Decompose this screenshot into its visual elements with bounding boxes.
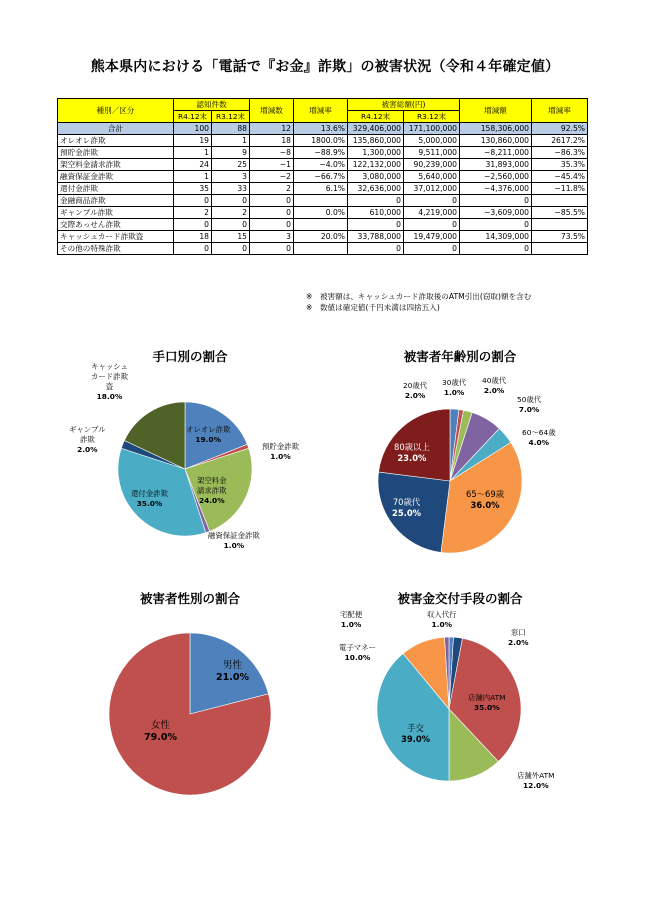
cell-amount-r4: 0: [348, 243, 404, 255]
cell-count-r4: 0: [174, 195, 212, 207]
table-row: [58, 207, 588, 219]
pie-label: 収入代行 1.0%: [427, 610, 457, 629]
page-title: 熊本県内における「電話で『お金』詐欺」の被害状況（令和４年確定値）: [90, 59, 560, 75]
pie-label: オレオレ詐欺 19.0%: [186, 425, 231, 444]
cell-count-r4: 0: [174, 243, 212, 255]
pie-chart-method: [117, 401, 253, 537]
pie-label: 手交 39.0%: [401, 723, 431, 744]
pie-chart-age: [377, 408, 523, 554]
cell-count-r4: 24: [174, 159, 212, 171]
cell-amount-rate: −85.5%: [532, 207, 588, 219]
cell-amount-r4: 122,132,000: [348, 159, 404, 171]
cell-count-rate: [294, 195, 348, 207]
cell-amount-r3: 0: [404, 195, 460, 207]
cell-count-r3: 9: [212, 147, 250, 159]
cell-count-rate: −66.7%: [294, 171, 348, 183]
cell-amount-diff: 14,309,000: [460, 231, 532, 243]
cell-count-rate: −88.9%: [294, 147, 348, 159]
cell-amount-r4: 1,300,000: [348, 147, 404, 159]
pie-label: 70歳代 25.0%: [392, 497, 422, 518]
cell-amount-r3: 19,479,000: [404, 231, 460, 243]
chart-title-payment: 被害金交付手段の割合: [397, 591, 523, 606]
cell-amount-r3: 37,012,000: [404, 183, 460, 195]
cell-count-diff: −2: [250, 171, 294, 183]
footnote: ※ 被害額は、キャッシュカード詐取後のATM引出(窃取)額を含む: [306, 292, 532, 301]
cell-count-diff: 0: [250, 207, 294, 219]
cell-amount-rate: −45.4%: [532, 171, 588, 183]
pie-label: 宅配便 1.0%: [340, 610, 363, 629]
cell-amount-r4: 610,000: [348, 207, 404, 219]
header-count-r3: R3.12末: [212, 111, 250, 123]
pie-label: 20歳代 2.0%: [403, 381, 428, 400]
table-row: [58, 243, 588, 255]
pie-label: 店舗内ATM 35.0%: [468, 693, 506, 712]
cell-count-rate: 1800.0%: [294, 135, 348, 147]
table-row: [58, 159, 588, 171]
cell-amount-diff: 130,860,000: [460, 135, 532, 147]
cell-amount-diff: 31,893,000: [460, 159, 532, 171]
cell-count-diff: 0: [250, 195, 294, 207]
cell-count-diff: −1: [250, 159, 294, 171]
cell-amount-diff: −8,211,000: [460, 147, 532, 159]
cell-amount-diff: −4,376,000: [460, 183, 532, 195]
pie-label: 窓口 2.0%: [508, 628, 529, 647]
cell-count-r3: 0: [212, 195, 250, 207]
table-row: [58, 195, 588, 207]
pie-label: 融資保証金詐欺 1.0%: [208, 531, 260, 550]
chart-title-gender: 被害者性別の割合: [139, 591, 240, 606]
cell-amount-rate: 92.5%: [532, 123, 588, 135]
pie-label: 男性 21.0%: [216, 660, 249, 683]
chart-title-age: 被害者年齢別の割合: [403, 349, 517, 364]
cell-amount-r3: 4,219,000: [404, 207, 460, 219]
cell-count-rate: 6.1%: [294, 183, 348, 195]
cell-count-rate: 0.0%: [294, 207, 348, 219]
cell-count-r4: 2: [174, 207, 212, 219]
cell-amount-rate: 2617.2%: [532, 135, 588, 147]
cell-count-r3: 33: [212, 183, 250, 195]
cell-amount-rate: −86.3%: [532, 147, 588, 159]
cell-count-rate: [294, 219, 348, 231]
cell-count-r3: 1: [212, 135, 250, 147]
cell-category: 交際あっせん詐欺: [58, 219, 174, 231]
cell-count-r3: 25: [212, 159, 250, 171]
cell-amount-diff: 158,306,000: [460, 123, 532, 135]
cell-count-diff: 0: [250, 243, 294, 255]
cell-category: 合計: [58, 123, 174, 135]
cell-amount-r3: 5,000,000: [404, 135, 460, 147]
cell-amount-r4: 329,406,000: [348, 123, 404, 135]
cell-count-rate: [294, 243, 348, 255]
pie-label: キャッシュ カード詐欺 盗 18.0%: [91, 362, 128, 401]
pie-label: 預貯金詐欺 1.0%: [262, 442, 299, 461]
cell-count-r4: 19: [174, 135, 212, 147]
table-row: [58, 171, 588, 183]
cell-category: 還付金詐欺: [58, 183, 174, 195]
cell-count-r3: 3: [212, 171, 250, 183]
cell-count-diff: 3: [250, 231, 294, 243]
table-row: [58, 135, 588, 147]
cell-category: 架空料金請求詐欺: [58, 159, 174, 171]
cell-count-r4: 100: [174, 123, 212, 135]
header-count: 認知件数: [174, 99, 250, 111]
cell-amount-r4: 135,860,000: [348, 135, 404, 147]
cell-amount-rate: [532, 219, 588, 231]
cell-count-r3: 15: [212, 231, 250, 243]
cell-amount-diff: 0: [460, 243, 532, 255]
cell-count-rate: −4.0%: [294, 159, 348, 171]
cell-amount-r3: 0: [404, 219, 460, 231]
pie-label: 50歳代 7.0%: [517, 395, 542, 414]
table-row: [58, 219, 588, 231]
cell-count-r4: 1: [174, 147, 212, 159]
table-row: [58, 231, 588, 243]
header-count-r4: R4.12末: [174, 111, 212, 123]
cell-count-rate: 20.0%: [294, 231, 348, 243]
pie-label: 女性 79.0%: [144, 720, 177, 743]
chart-title-method: 手口別の割合: [152, 349, 228, 364]
pie-label: 65～69歳 36.0%: [466, 489, 505, 510]
cell-count-r4: 0: [174, 219, 212, 231]
table-row: [58, 183, 588, 195]
header-category: 種別／区分: [58, 99, 174, 123]
cell-count-diff: 2: [250, 183, 294, 195]
cell-count-r3: 2: [212, 207, 250, 219]
pie-chart-gender: [108, 632, 272, 796]
fraud-stats-table: [57, 98, 588, 255]
pie-label: 還付金詐欺 35.0%: [131, 489, 168, 508]
cell-count-r4: 18: [174, 231, 212, 243]
pie-label: 60～64歳 4.0%: [522, 428, 556, 447]
header-amount-rate: 増減率: [532, 99, 588, 123]
cell-amount-diff: −2,560,000: [460, 171, 532, 183]
header-count-diff: 増減数: [250, 99, 294, 123]
cell-amount-diff: 0: [460, 195, 532, 207]
cell-amount-r3: 171,100,000: [404, 123, 460, 135]
pie-label: 店舗外ATM 12.0%: [517, 771, 555, 790]
cell-amount-r4: 33,788,000: [348, 231, 404, 243]
cell-amount-rate: 35.3%: [532, 159, 588, 171]
header-amount-r3: R3.12末: [404, 111, 460, 123]
cell-category: 金融商品詐欺: [58, 195, 174, 207]
cell-amount-r4: 0: [348, 195, 404, 207]
cell-amount-r4: 0: [348, 219, 404, 231]
cell-category: キャッシュカード詐欺盗: [58, 231, 174, 243]
pie-label: 電子マネー 10.0%: [339, 643, 376, 662]
cell-count-rate: 13.6%: [294, 123, 348, 135]
cell-count-diff: 0: [250, 219, 294, 231]
cell-count-diff: 18: [250, 135, 294, 147]
header-amount: 被害総額(円): [348, 99, 460, 111]
cell-count-r3: 0: [212, 219, 250, 231]
cell-amount-r3: 5,640,000: [404, 171, 460, 183]
footnote: ※ 数値は確定値(千円未満は四捨五入): [306, 303, 440, 312]
header-count-rate: 増減率: [294, 99, 348, 123]
cell-category: その他の特殊詐欺: [58, 243, 174, 255]
cell-amount-rate: [532, 243, 588, 255]
header-amount-r4: R4.12末: [348, 111, 404, 123]
cell-count-r3: 88: [212, 123, 250, 135]
pie-label: ギャンブル 詐欺 2.0%: [69, 425, 106, 454]
cell-amount-r3: 90,239,000: [404, 159, 460, 171]
cell-amount-diff: 0: [460, 219, 532, 231]
cell-category: オレオレ詐欺: [58, 135, 174, 147]
cell-amount-r4: 3,080,000: [348, 171, 404, 183]
cell-amount-r3: 0: [404, 243, 460, 255]
cell-count-diff: 12: [250, 123, 294, 135]
table-row: [58, 147, 588, 159]
pie-label: 80歳以上 23.0%: [394, 442, 430, 463]
cell-count-r4: 1: [174, 171, 212, 183]
cell-amount-rate: 73.5%: [532, 231, 588, 243]
cell-amount-r4: 32,636,000: [348, 183, 404, 195]
cell-category: 預貯金詐欺: [58, 147, 174, 159]
pie-label: 架空料金 請求詐欺 24.0%: [197, 476, 227, 505]
table-row-total: [58, 123, 588, 135]
cell-category: ギャンブル詐欺: [58, 207, 174, 219]
header-amount-diff: 増減額: [460, 99, 532, 123]
cell-amount-rate: [532, 195, 588, 207]
cell-category: 融資保証金詐欺: [58, 171, 174, 183]
cell-count-r3: 0: [212, 243, 250, 255]
cell-count-r4: 35: [174, 183, 212, 195]
pie-label: 40歳代 2.0%: [482, 376, 507, 395]
pie-label: 30歳代 1.0%: [442, 378, 467, 397]
cell-count-diff: −8: [250, 147, 294, 159]
cell-amount-diff: −3,609,000: [460, 207, 532, 219]
cell-amount-rate: −11.8%: [532, 183, 588, 195]
cell-amount-r3: 9,511,000: [404, 147, 460, 159]
